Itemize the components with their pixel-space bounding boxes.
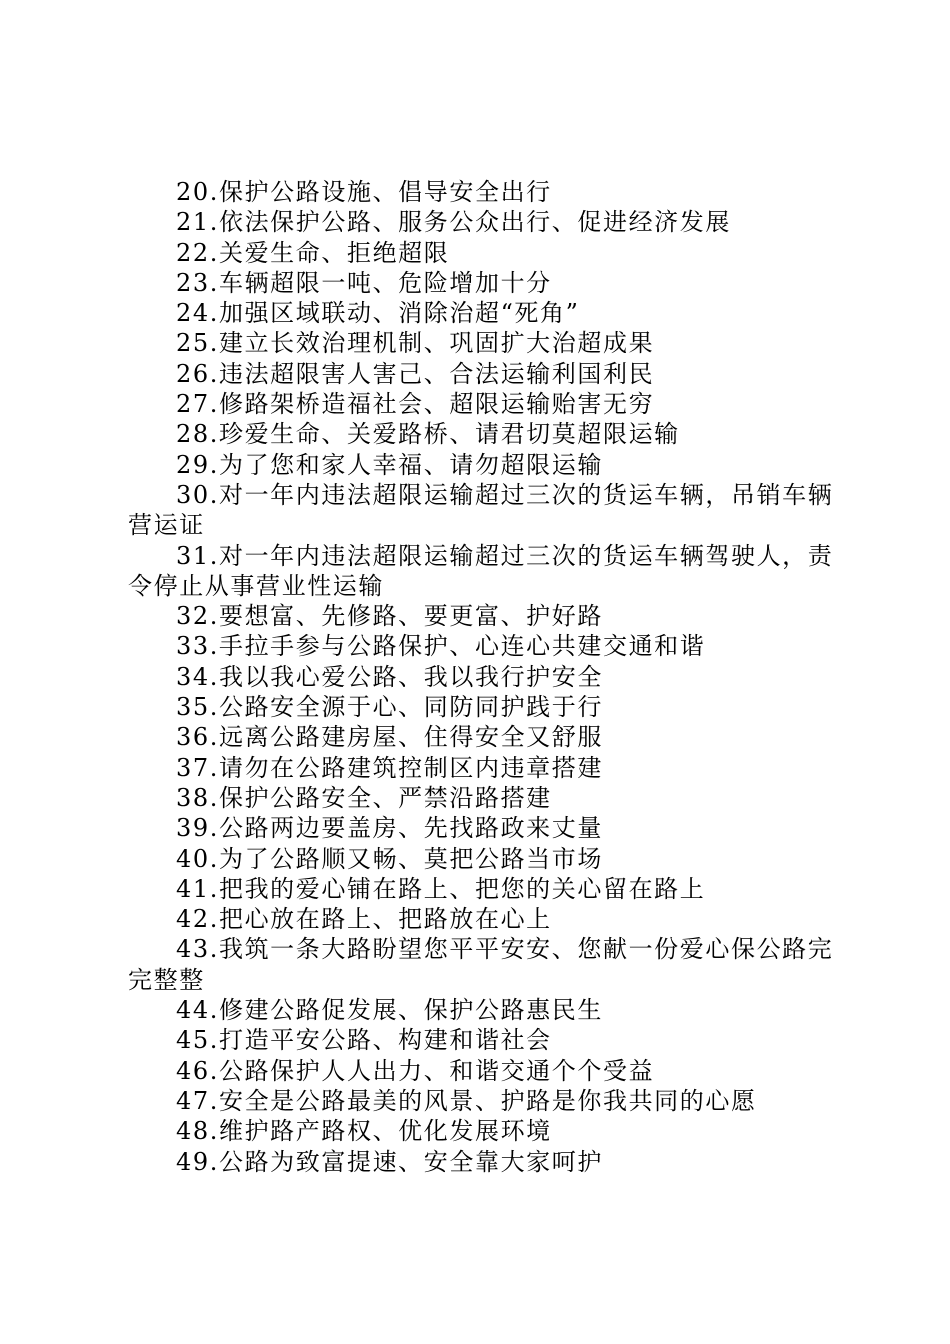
slogan-item-48: 48.维护路产路权、优化发展环境	[176, 1117, 552, 1146]
slogan-item-42: 42.把心放在路上、把路放在心上	[176, 905, 552, 934]
slogan-item-49: 49.公路为致富提速、安全靠大家呵护	[176, 1147, 603, 1176]
slogan-item-47: 47.安全是公路最美的风景、护路是你我共同的心愿	[176, 1086, 757, 1115]
slogan-item-33: 33.手拉手参与公路保护、心连心共建交通和谐	[176, 632, 706, 661]
slogan-list	[128, 177, 834, 1177]
slogan-item-38: 38.保护公路安全、严禁沿路搭建	[176, 783, 552, 812]
slogan-item-31: 31.对一年内违法超限运输超过三次的货运车辆驾驶人，责令停止从事营业性运输	[128, 541, 834, 600]
slogan-item-28: 28.珍爱生命、关爱路桥、请君切莫超限运输	[176, 420, 680, 449]
slogan-item-29: 29.为了您和家人幸福、请勿超限运输	[176, 450, 603, 479]
slogan-item-34: 34.我以我心爱公路、我以我行护安全	[176, 662, 603, 691]
slogan-item-21: 21.依法保护公路、服务公众出行、促进经济发展	[176, 208, 731, 237]
slogan-item-26: 26.违法超限害人害己、合法运输利国利民	[176, 359, 655, 388]
slogan-item-24: 24.加强区域联动、消除治超“死角”	[176, 299, 580, 328]
slogan-item-32: 32.要想富、先修路、要更富、护好路	[176, 602, 603, 631]
slogan-item-43: 43.我筑一条大路盼望您平平安安、您献一份爱心保公路完完整整	[128, 935, 834, 994]
slogan-item-22: 22.关爱生命、拒绝超限	[176, 238, 450, 267]
slogan-item-36: 36.远离公路建房屋、住得安全又舒服	[176, 723, 603, 752]
slogan-item-27: 27.修路架桥造福社会、超限运输贻害无穷	[176, 390, 655, 419]
slogan-item-45: 45.打造平安公路、构建和谐社会	[176, 1026, 552, 1055]
slogan-item-41: 41.把我的爱心铺在路上、把您的关心留在路上	[176, 874, 706, 903]
slogan-item-30: 30.对一年内违法超限运输超过三次的货运车辆，吊销车辆营运证	[128, 480, 834, 540]
slogan-item-37: 37.请勿在公路建筑控制区内违章搭建	[176, 753, 603, 782]
slogan-item-44: 44.修建公路促发展、保护公路惠民生	[176, 996, 603, 1025]
slogan-item-40: 40.为了公路顺又畅、莫把公路当市场	[176, 844, 603, 873]
slogan-item-23: 23.车辆超限一吨、危险增加十分	[176, 268, 552, 297]
slogan-item-46: 46.公路保护人人出力、和谐交通个个受益	[176, 1056, 655, 1085]
slogan-item-25: 25.建立长效治理机制、巩固扩大治超成果	[176, 329, 655, 358]
slogan-item-20: 20.保护公路设施、倡导安全出行	[176, 178, 552, 206]
slogan-item-39: 39.公路两边要盖房、先找路政来丈量	[176, 814, 603, 843]
slogan-item-35: 35.公路安全源于心、同防同护践于行	[176, 693, 603, 722]
